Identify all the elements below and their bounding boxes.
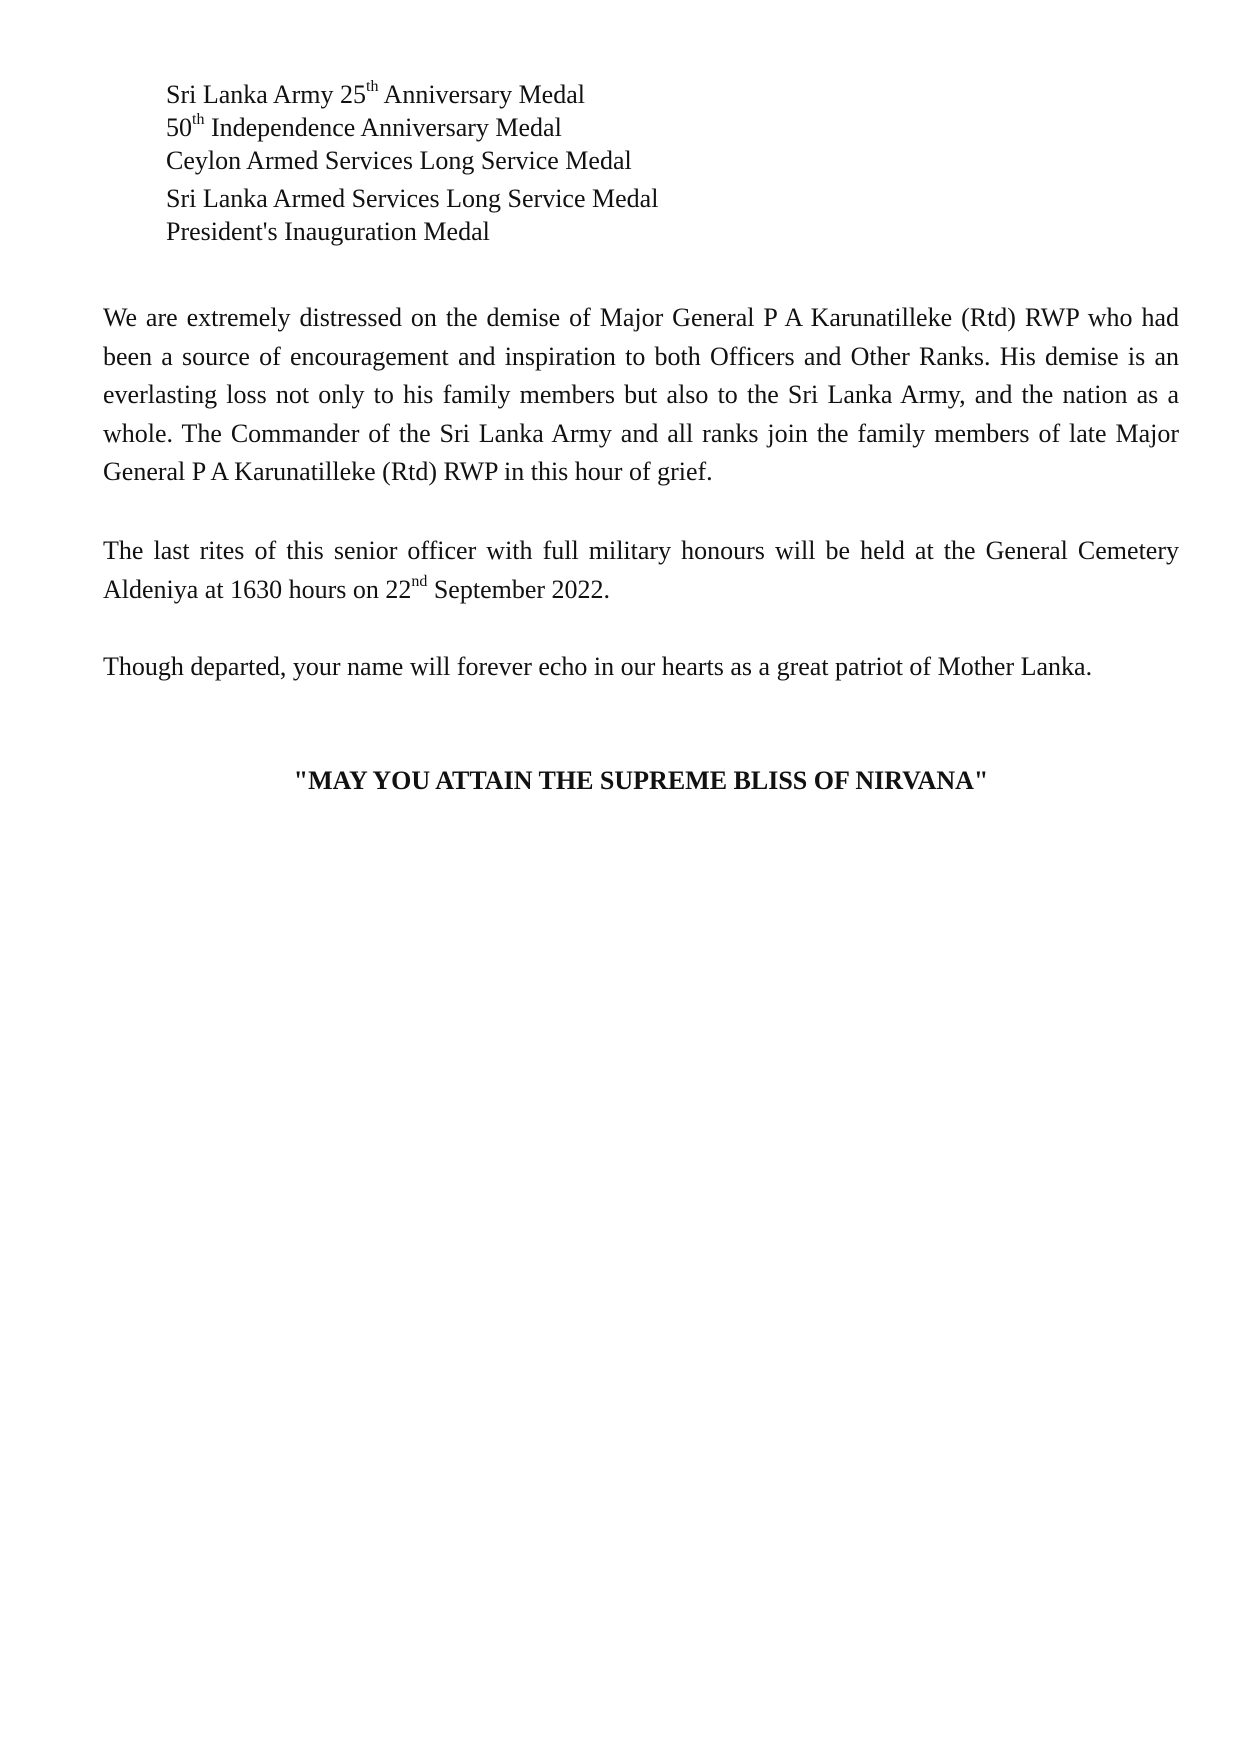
closing-blessing: "MAY YOU ATTAIN THE SUPREME BLISS OF NIRVANA"	[293, 766, 989, 795]
medal-list	[166, 78, 658, 248]
medal-item: Ceylon Armed Services Long Service Medal	[166, 146, 632, 175]
medal-item: President's Inauguration Medal	[166, 217, 490, 246]
last-rites-paragraph: The last rites of this senior officer with full military honours will be held at the General Cemetery Aldeniya at 1630 hours on 22nd September 2022.	[103, 536, 1179, 604]
medal-item: 50th Independence Anniversary Medal	[166, 111, 562, 142]
medal-item: Sri Lanka Army 25th Anniversary Medal	[166, 78, 585, 109]
farewell-paragraph: Though departed, your name will forever echo in our hearts as a great patriot of Mother Lanka.	[103, 652, 1093, 681]
condolence-paragraph: We are extremely distressed on the demise of Major General P A Karunatilleke (Rtd) RWP who had been a source of encouragement and inspiration to both Officers and Other Ranks. His demise is an everlasting loss not only to his family members but also to the Sri Lanka Army, and the nation as a whole. The Commander of the Sri Lanka Army and all ranks join the family members of late Major General P A Karunatilleke (Rtd) RWP in this hour of grief.	[103, 303, 1179, 486]
medal-item: Sri Lanka Armed Services Long Service Medal	[166, 184, 659, 213]
